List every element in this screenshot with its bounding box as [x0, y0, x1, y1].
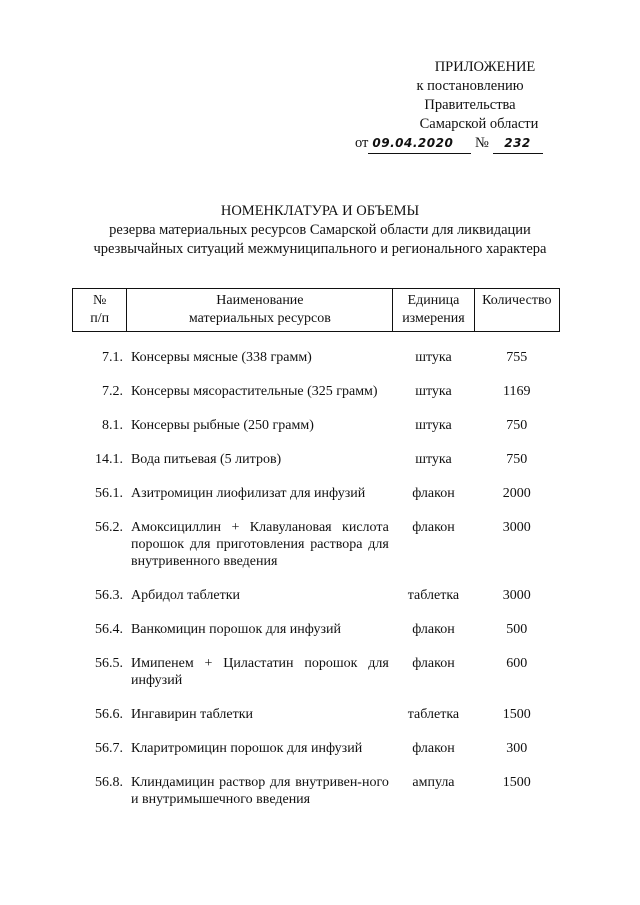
title-sub-2: чрезвычайных ситуаций межмуниципального и регионального характера [93, 241, 547, 257]
spacer-cell [73, 757, 560, 774]
cell-name: Арбидол таблетки [130, 588, 241, 603]
table-row [73, 383, 560, 400]
cell-num: 14.1. [94, 452, 123, 467]
cell-qty: 1169 [503, 384, 531, 399]
cell-num: 8.1. [101, 418, 123, 433]
cell-unit: флакон [412, 741, 455, 756]
row-spacer [73, 604, 560, 621]
cell-name: Имипенем + Циластатин порошок для инфузий [130, 656, 389, 688]
cell-name: Клиндамицин раствор для внутривен-ного и внутримышечного введения [130, 775, 389, 807]
header-num-line-2: п/п [90, 311, 110, 326]
cell-num: 56.7. [94, 741, 123, 756]
cell-qty: 1500 [502, 707, 531, 722]
header-qty: Количество [474, 289, 559, 332]
cell-unit: таблетка [407, 707, 460, 722]
header-unit-line-1: Единица [407, 293, 460, 308]
header-name [127, 289, 393, 332]
table-row [73, 485, 560, 502]
cell-qty: 300 [506, 741, 528, 756]
cell-num: 56.4. [94, 622, 123, 637]
cell-name: Консервы рыбные (250 грамм) [130, 418, 314, 433]
handwritten-number: 232 [493, 134, 543, 154]
spacer-cell [73, 332, 560, 350]
table-row [73, 451, 560, 468]
spacer-cell [73, 638, 560, 655]
cell-num: 56.3. [94, 588, 123, 603]
annex-line-2: Самарской области [419, 116, 539, 132]
table-row [73, 621, 560, 638]
table-row [73, 655, 560, 689]
cell-unit: флакон [412, 656, 455, 671]
cell-qty: 755 [506, 350, 528, 365]
cell-qty: 500 [506, 622, 528, 637]
cell-name: Консервы мясные (338 грамм) [130, 350, 312, 365]
annex-block [330, 58, 570, 154]
cell-qty: 3000 [502, 520, 531, 535]
cell-qty: 2000 [502, 486, 531, 501]
cell-unit: штука [415, 418, 452, 433]
spacer-cell [73, 434, 560, 451]
header-num [73, 289, 127, 332]
row-spacer [73, 468, 560, 485]
row-spacer [73, 502, 560, 519]
table-row [73, 587, 560, 604]
cell-qty: 750 [506, 418, 528, 433]
row-spacer [73, 366, 560, 383]
table-header-row [73, 289, 560, 332]
cell-name: Ванкомицин порошок для инфузий [130, 622, 342, 637]
row-spacer [73, 570, 560, 587]
from-label: от [355, 135, 369, 151]
header-unit-line-2: измерения [402, 311, 465, 326]
spacer-cell [73, 723, 560, 740]
row-spacer [73, 723, 560, 740]
title-main: НОМЕНКЛАТУРА И ОБЪЕМЫ [220, 203, 420, 219]
row-spacer [73, 689, 560, 706]
cell-num: 56.6. [94, 707, 123, 722]
cell-num: 56.1. [94, 486, 123, 501]
cell-qty: 600 [506, 656, 528, 671]
handwritten-date: 09.04.2020 [368, 134, 471, 154]
cell-unit: ампула [412, 775, 455, 790]
cell-num: 7.1. [101, 350, 123, 365]
cell-name: Ингавирин таблетки [130, 707, 254, 722]
header-unit [393, 289, 474, 332]
cell-name: Вода питьевая (5 литров) [130, 452, 282, 467]
row-spacer [73, 332, 560, 350]
cell-name: Азитромицин лиофилизат для инфузий [130, 486, 366, 501]
cell-num: 7.2. [101, 384, 123, 399]
spacer-cell [73, 366, 560, 383]
spacer-cell [73, 570, 560, 587]
cell-name: Консервы мясорастительные (325 грамм) [130, 384, 378, 399]
cell-qty: 3000 [502, 588, 531, 603]
spacer-cell [73, 689, 560, 706]
cell-name: Кларитромицин порошок для инфузий [130, 741, 363, 756]
table-row [73, 417, 560, 434]
cell-num: 56.2. [94, 520, 123, 535]
row-spacer [73, 757, 560, 774]
spacer-cell [73, 604, 560, 621]
cell-unit: штука [415, 350, 452, 365]
cell-qty: 1500 [502, 775, 531, 790]
row-spacer [73, 400, 560, 417]
annex-date-line [330, 134, 570, 154]
table-row [73, 519, 560, 570]
cell-unit: штука [415, 452, 452, 467]
cell-name: Амоксициллин + Клавулановая кислота порошок для приготовления раствора для внутривенного введения [130, 520, 389, 569]
table-row [73, 774, 560, 808]
cell-unit: флакон [412, 520, 455, 535]
cell-num: 56.5. [94, 656, 123, 671]
document-title [60, 202, 580, 259]
cell-unit: штука [415, 384, 452, 399]
row-spacer [73, 638, 560, 655]
cell-unit: флакон [412, 622, 455, 637]
spacer-cell [73, 468, 560, 485]
table-row [73, 349, 560, 366]
table-row [73, 706, 560, 723]
cell-qty: 750 [506, 452, 528, 467]
cell-unit: флакон [412, 486, 455, 501]
row-spacer [73, 434, 560, 451]
header-name-line-2: материальных ресурсов [188, 311, 331, 326]
header-num-line-1: № [93, 293, 107, 308]
number-sign: № [475, 135, 489, 151]
annex-heading: ПРИЛОЖЕНИЕ [434, 59, 536, 75]
table-row [73, 740, 560, 757]
spacer-cell [73, 400, 560, 417]
annex-line-1: к постановлению Правительства [416, 78, 524, 113]
header-name-line-1: Наименование [216, 293, 304, 308]
spacer-cell [73, 502, 560, 519]
title-sub-1: резерва материальных ресурсов Самарской области для ликвидации [109, 222, 531, 238]
cell-num: 56.8. [94, 775, 123, 790]
resources-table [72, 288, 560, 808]
cell-unit: таблетка [407, 588, 460, 603]
